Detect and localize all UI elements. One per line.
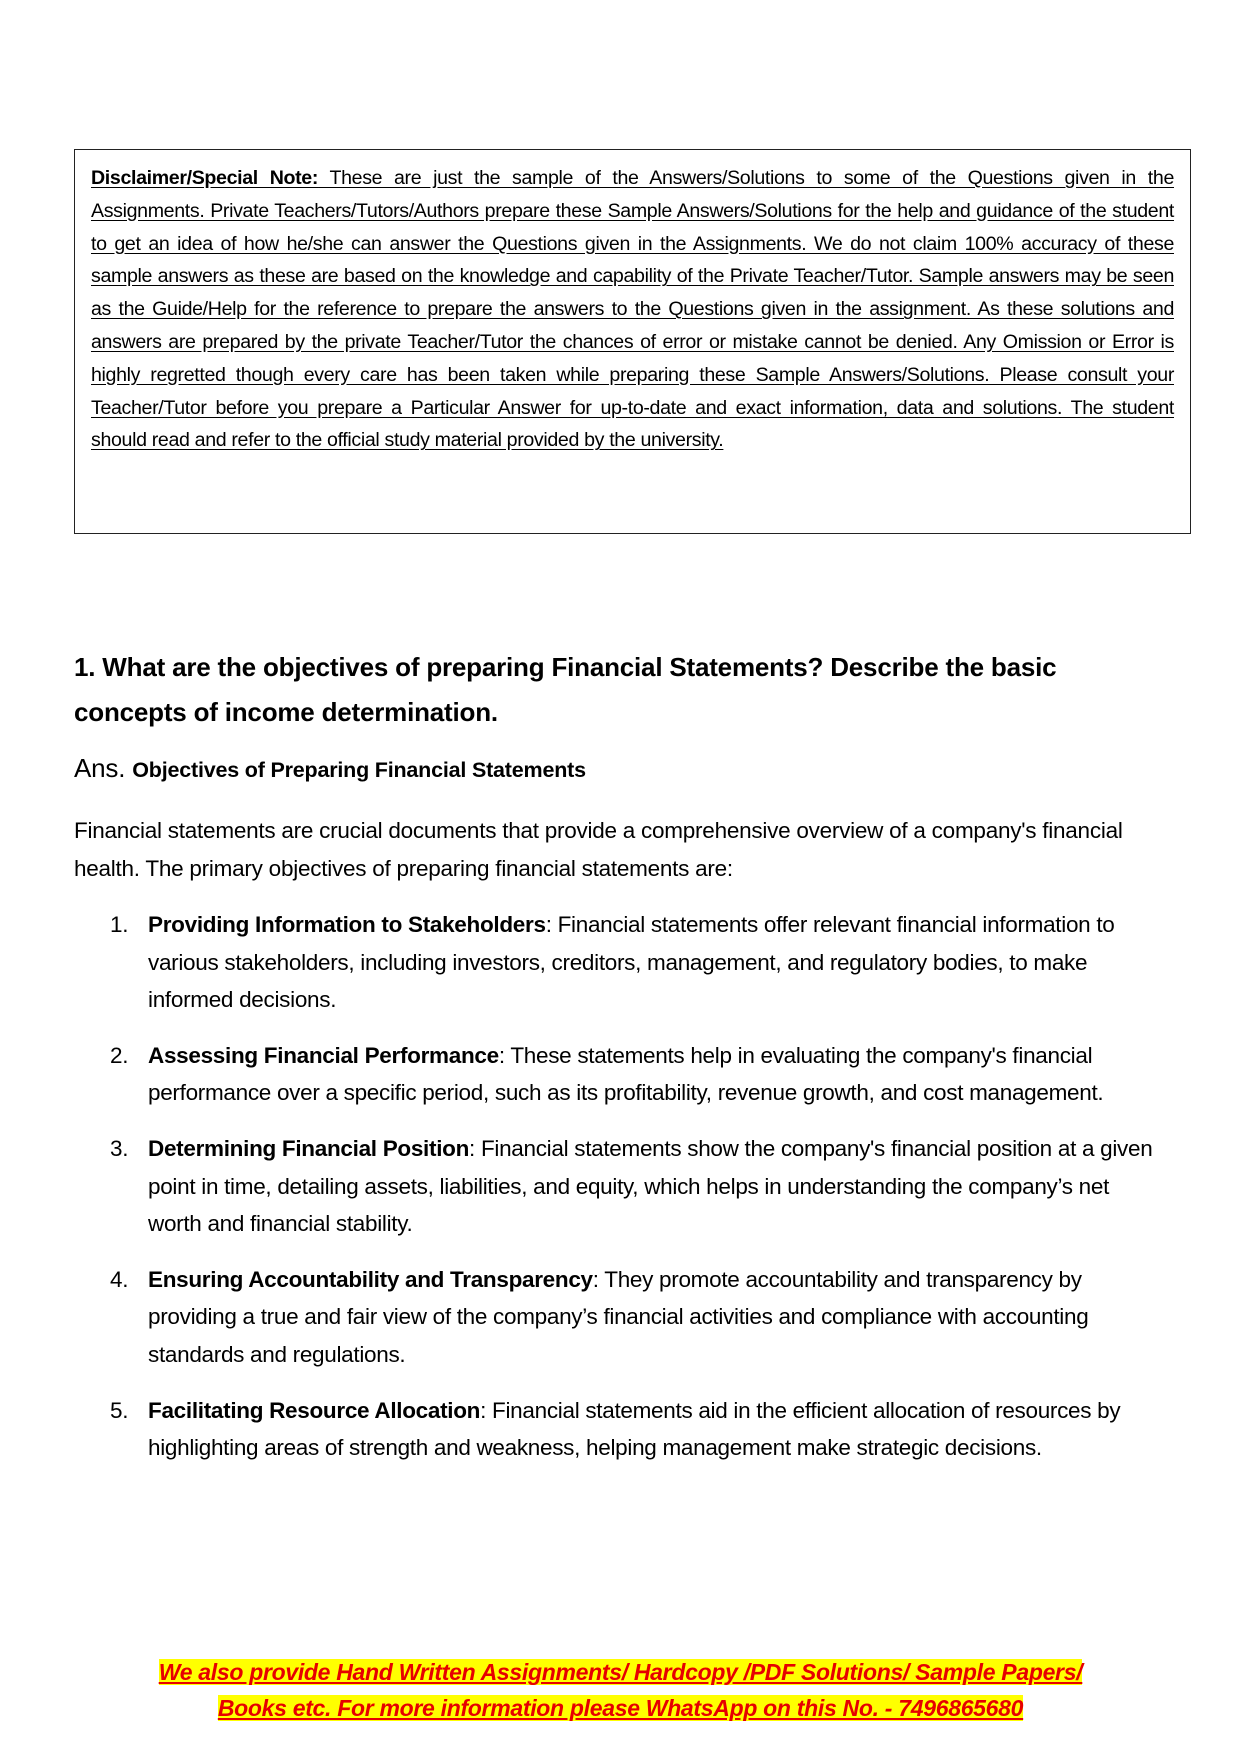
answer-separator: . — [118, 753, 133, 783]
item-number: 5. — [110, 1397, 129, 1423]
item-number: 2. — [110, 1042, 129, 1068]
item-number: 4. — [110, 1266, 129, 1292]
item-text: : They promote accountability and transparency by providing a true and fair view of the company’s financial activities and compliance with accounting standards and regulations. — [148, 1266, 1089, 1367]
question-heading: 1. What are the objectives of preparing Financial Statements? Describe the basic concepts of income determination. — [74, 652, 1057, 727]
item-title: Providing Information to Stakeholders — [148, 912, 546, 937]
answer-title: Objectives of Preparing Financial Statements — [132, 758, 586, 782]
promo-line-2: Books etc. For more information please WhatsApp on this No. - 7496865680 — [217, 1695, 1024, 1721]
disclaimer-box — [74, 149, 1191, 534]
item-number: 3. — [110, 1135, 129, 1161]
promo-footer — [0, 1654, 1241, 1726]
disclaimer-label: Disclaimer/Special Note: — [91, 167, 319, 189]
answer-intro: Financial statements are crucial documents that provide a comprehensive overview of a company's financial health. The primary objectives of preparing financial statements are: — [74, 818, 1123, 881]
objectives-list — [74, 906, 1164, 1485]
list-item — [74, 906, 1164, 1019]
list-item — [74, 1261, 1164, 1374]
disclaimer-text — [91, 162, 1174, 457]
item-text: : Financial statements aid in the efficient allocation of resources by highlighting areas of strength and weakness, helping management make strategic decisions. — [148, 1397, 1121, 1461]
list-item — [74, 1392, 1164, 1467]
item-text: : Financial statements show the company's financial position at a given point in time, detailing assets, liabilities, and equity, which helps in understanding the company’s net worth and financial stability. — [148, 1135, 1153, 1237]
disclaimer-body: These are just the sample of the Answers/Solutions to some of the Questions given in the Assignments. Private Teachers/Tutors/Authors prepare these Sample Answers/Solutions for the help and guidance of the student to get an idea of how he/she can answer the Questions given in the Assignments. We do not claim 100% accuracy of these sample answers as these are based on the knowledge and capability of the Private Teacher/Tutor. Sample answers may be seen as the Guide/Help for the reference to prepare the answers to the Questions given in the assignment. As these solutions and answers are prepared by the private Teacher/Tutor the chances of error or mistake cannot be denied. Any Omission or Error is highly regretted though every care has been taken while preparing these Sample Answers/Solutions. Please consult your Teacher/Tutor before you prepare a Particular Answer for up-to-date and exact information, data and solutions. The student should read and refer to the official study material provided by the university. — [91, 167, 1174, 452]
item-title: Ensuring Accountability and Transparency — [148, 1266, 593, 1292]
answer-prefix: Ans — [74, 753, 119, 783]
item-text: : These statements help in evaluating the company's financial performance over a specific period, such as its profitability, revenue growth, and cost management. — [148, 1042, 1104, 1106]
item-title: Assessing Financial Performance — [148, 1042, 499, 1068]
item-text: : Financial statements offer relevant financial information to various stakeholders, including investors, creditors, management, and regulatory bodies, to make informed decisions. — [148, 912, 1115, 1013]
item-title: Determining Financial Position — [148, 1135, 470, 1161]
list-item — [74, 1130, 1164, 1243]
item-number: 1. — [110, 912, 129, 937]
promo-line-1: We also provide Hand Written Assignments/ Hardcopy /PDF Solutions/ Sample Papers/ — [158, 1659, 1083, 1685]
item-title: Facilitating Resource Allocation — [148, 1397, 481, 1423]
list-item — [74, 1037, 1164, 1112]
answer-heading — [74, 753, 586, 784]
